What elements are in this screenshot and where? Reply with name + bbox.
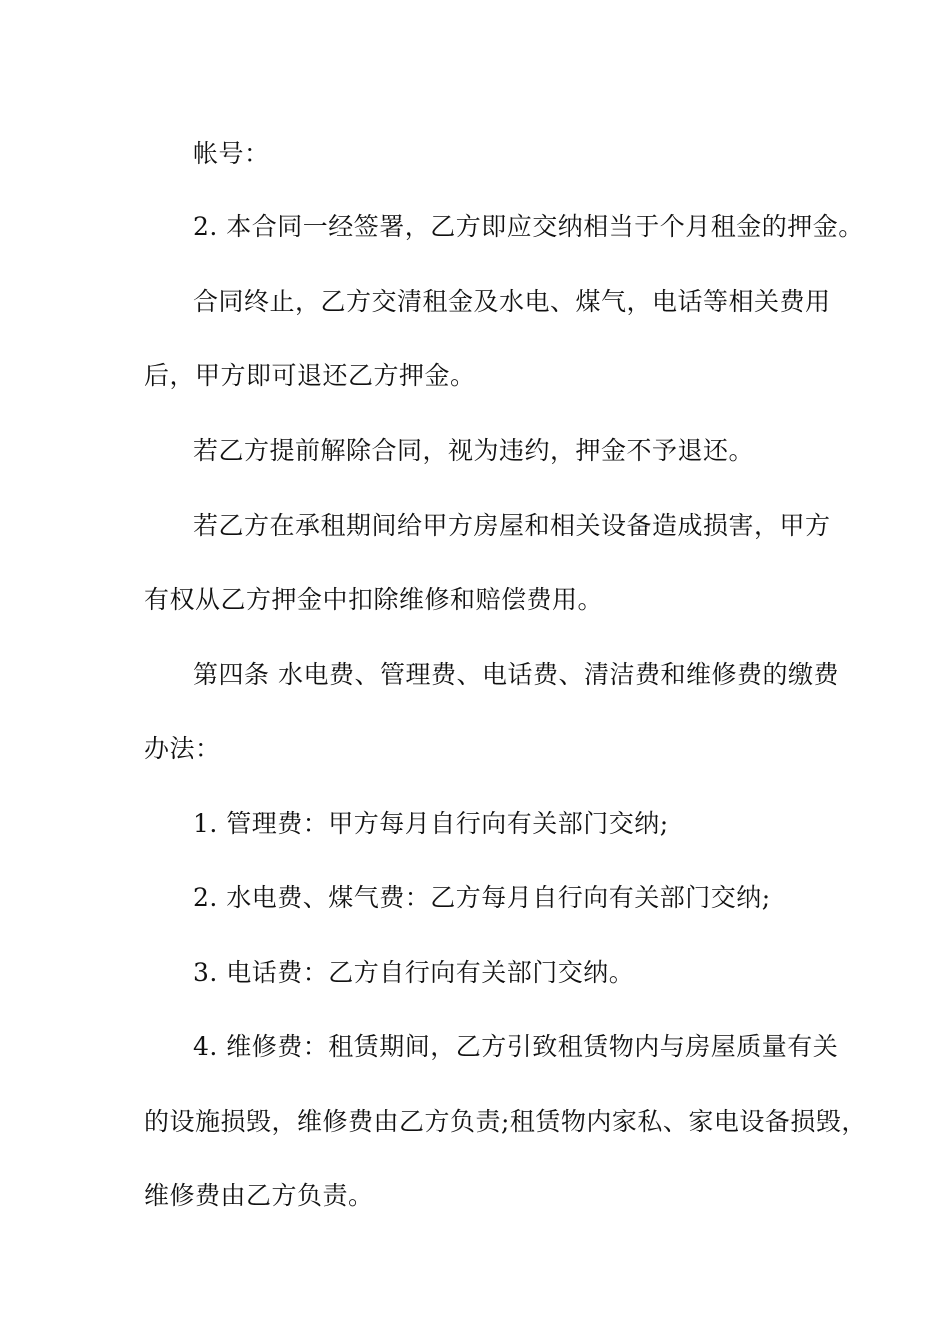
refund-deposit-line: 后，甲方即可退还乙方押金。 [144,361,476,390]
article-4-heading-line-2: 办法： [144,734,221,763]
article-4-heading-line-1: 第四条 水电费、管理费、电话费、清洁费和维修费的缴费 [193,660,839,689]
early-termination-line: 若乙方提前解除合同，视为违约，押金不予退还。 [193,436,755,465]
item-4-maintenance-line-1: 4. 维修费：租赁期间，乙方引致租赁物内与房屋质量有关 [193,1032,839,1061]
damage-clause-line-2: 有权从乙方押金中扣除维修和赔偿费用。 [144,585,604,614]
damage-clause-line-1: 若乙方在承租期间给甲方房屋和相关设备造成损害，甲方 [193,511,831,540]
contract-termination-line: 合同终止，乙方交清租金及水电、煤气，电话等相关费用 [193,287,831,316]
clause-2-deposit-line: 2. 本合同一经签署，乙方即应交纳相当于个月租金的押金。 [193,212,864,241]
item-1-management-fee: 1. 管理费：甲方每月自行向有关部门交纳; [193,809,669,838]
item-2-utilities-fee: 2. 水电费、煤气费：乙方每月自行向有关部门交纳; [193,883,771,912]
account-label-line: 帐号： [193,139,270,168]
item-4-maintenance-line-3: 维修费由乙方负责。 [144,1181,374,1210]
item-4-maintenance-line-2: 的设施损毁，维修费由乙方负责;租赁物内家私、家电设备损毁， [144,1107,867,1136]
item-3-phone-fee: 3. 电话费：乙方自行向有关部门交纳。 [193,958,635,987]
